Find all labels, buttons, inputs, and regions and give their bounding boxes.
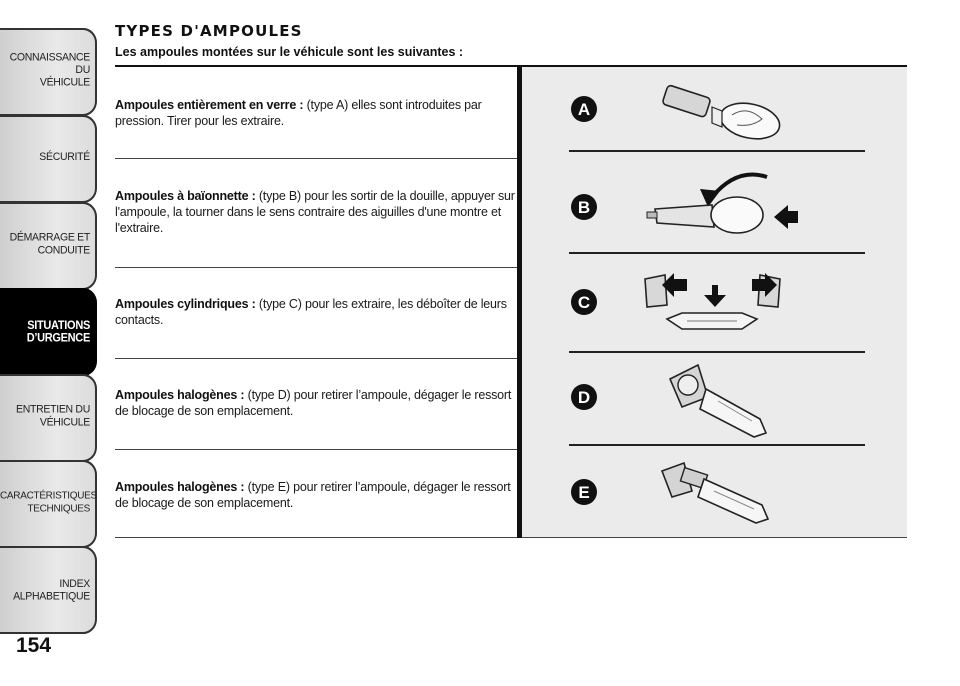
page-subtitle: Les ampoules montées sur le véhicule sont les suivantes : bbox=[115, 45, 464, 59]
page-number: 154 bbox=[16, 634, 52, 657]
bulb-label: Ampoules cylindriques : bbox=[115, 297, 256, 311]
bulb-row-c bbox=[115, 296, 517, 328]
bulb-text: (type A) elles sont introduites par pression. Tirer pour les extraire. bbox=[115, 98, 482, 128]
tab-entretien-vehicule[interactable] bbox=[0, 374, 97, 462]
bulb-label: Ampoules halogènes : bbox=[115, 480, 245, 494]
tab-label-line2: VÉHICULE bbox=[39, 415, 90, 429]
row-divider bbox=[115, 267, 519, 268]
bulb-d-icon bbox=[571, 365, 766, 437]
bulb-letter: A bbox=[577, 100, 591, 119]
bulb-row-b bbox=[115, 188, 517, 236]
tab-securite[interactable] bbox=[0, 115, 97, 203]
bulb-row-d bbox=[115, 387, 517, 419]
tab-label-line2: VÉHICULE bbox=[39, 76, 90, 89]
bulb-letter: E bbox=[578, 483, 590, 502]
bulb-text: (type C) pour les extraire, les déboîter de leurs contacts. bbox=[115, 297, 507, 327]
tab-caracteristiques-techniques[interactable] bbox=[0, 460, 97, 548]
tab-label-line1: SÉCURITÉ bbox=[39, 150, 90, 164]
bulb-letter: C bbox=[577, 293, 591, 312]
tab-connaissance-vehicule[interactable] bbox=[0, 28, 97, 116]
row-divider bbox=[115, 358, 519, 359]
tab-label-line1: INDEX bbox=[59, 577, 90, 590]
tab-label-line1: DÉMARRAGE ET bbox=[9, 231, 90, 244]
bulb-b-icon bbox=[571, 175, 798, 234]
tab-label-line1: SITUATIONS bbox=[27, 319, 90, 332]
bulb-e-icon bbox=[571, 463, 768, 523]
tab-label-line2: CONDUITE bbox=[37, 243, 90, 257]
page-title: TYPES D'AMPOULES bbox=[115, 22, 303, 40]
row-divider bbox=[115, 158, 519, 159]
tab-index-alphabetique[interactable] bbox=[0, 546, 97, 634]
tab-label-line2: D’URGENCE bbox=[26, 332, 90, 345]
table-bottom-rule bbox=[115, 537, 907, 538]
bulb-row-a bbox=[115, 97, 517, 129]
bulb-illustration-svg bbox=[522, 67, 907, 537]
tab-label-line1: CONNAISSANCE DU bbox=[9, 51, 90, 77]
tab-label-line2: TECHNIQUES bbox=[27, 502, 90, 515]
bulb-text: (type B) pour les sortir de la douille, appuyer sur l'ampoule, la tourner dans le sens contraire des aiguilles d'une montre et l'extraire. bbox=[115, 189, 515, 235]
tab-label-line1: CARACTÉRISTIQUES bbox=[0, 490, 97, 502]
bulb-illustrations bbox=[522, 67, 907, 537]
bulb-text: (type D) pour retirer l’ampoule, dégager le ressort de blocage de son emplacement. bbox=[115, 388, 512, 418]
bulb-letter: B bbox=[577, 198, 591, 217]
bulb-row-e bbox=[115, 479, 517, 511]
tab-label-line1: ENTRETIEN DU bbox=[16, 403, 90, 416]
bulb-label: Ampoules à baïonnette : bbox=[115, 189, 256, 203]
tab-label-line2: ALPHABETIQUE bbox=[13, 590, 90, 603]
bulb-letter: D bbox=[577, 388, 591, 407]
tab-situations-urgence[interactable] bbox=[0, 288, 97, 376]
bulb-c-icon bbox=[571, 273, 780, 329]
tab-demarrage-conduite[interactable] bbox=[0, 202, 97, 290]
row-divider bbox=[115, 449, 519, 450]
bulb-label: Ampoules halogènes : bbox=[115, 388, 245, 402]
bulb-text: (type E) pour retirer l’ampoule, dégager le ressort de blocage de son emplacement. bbox=[115, 480, 511, 510]
bulb-label: Ampoules entièrement en verre : bbox=[115, 98, 304, 112]
bulb-a-icon bbox=[571, 85, 783, 144]
